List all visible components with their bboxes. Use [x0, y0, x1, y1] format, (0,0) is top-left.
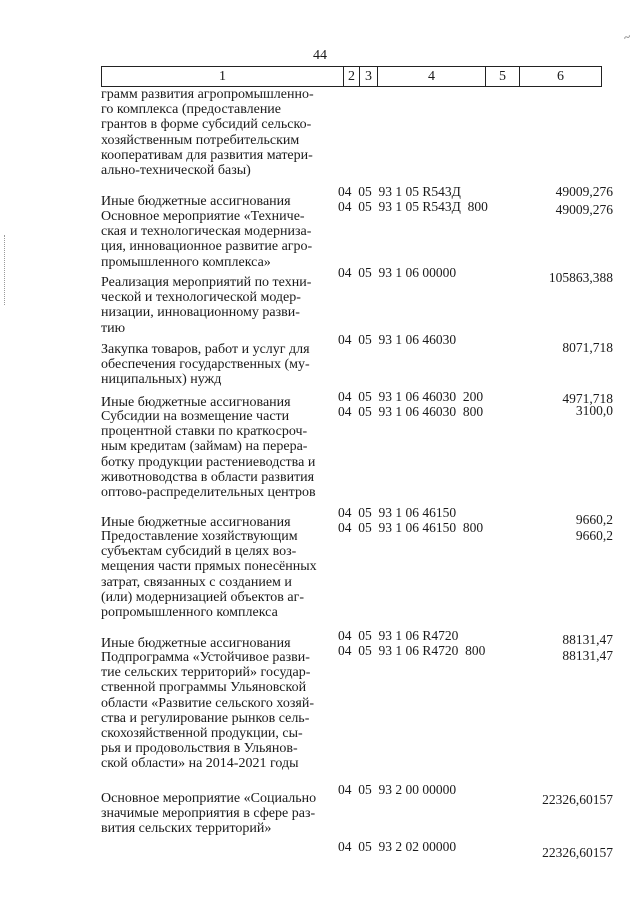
row-budget-code: 04 05 93 1 06 46030 200 — [338, 389, 484, 404]
row-description — [101, 515, 343, 530]
row-amount: 88131,47 — [562, 648, 613, 663]
margin-mark: ~ — [621, 29, 633, 45]
description-line: Предоставление хозяйствующим — [101, 529, 298, 544]
row-budget-code: 04 05 93 1 05 R543Д — [338, 184, 461, 199]
row-amount: 4971,718 — [562, 391, 613, 406]
description-line: Подпрограмма «Устойчивое разви- — [101, 650, 310, 665]
description-line: грамм развития агропромышленно- — [101, 87, 314, 102]
page-number: 44 — [313, 48, 327, 63]
row-description — [101, 342, 343, 388]
description-line: Основное мероприятие «Социально — [101, 791, 317, 806]
description-line: ботку продукции растениеводства и — [101, 454, 316, 470]
description-line: хозяйственным потребительским — [101, 132, 300, 148]
row-budget-code: 04 05 93 1 05 R543Д 800 — [338, 199, 488, 214]
row-amount: 105863,388 — [548, 270, 613, 285]
row-description — [101, 395, 343, 410]
description-line: кооперативам для развития матери- — [101, 147, 313, 163]
row-amount: 3100,0 — [575, 403, 613, 418]
description-line: ропромышленного комплекса — [101, 605, 278, 621]
description-line: Основное мероприятие «Техниче- — [101, 209, 305, 224]
row-description — [101, 275, 343, 336]
row-budget-code: 04 05 93 1 06 46150 800 — [338, 520, 484, 535]
description-line: Иные бюджетные ассигнования — [101, 194, 291, 209]
row-amount: 9660,2 — [575, 528, 613, 543]
row-amount: 8071,718 — [562, 340, 613, 355]
row-budget-code: 04 05 93 1 06 46030 — [338, 332, 457, 347]
description-line: ственной программы Ульяновской — [101, 680, 307, 696]
description-line: рья и продовольствия в Ульянов- — [101, 741, 298, 757]
description-line: ниципальных) нужд — [101, 372, 222, 388]
row-budget-code: 04 05 93 1 06 R4720 800 — [338, 643, 486, 658]
column-header-3: 3 — [360, 67, 378, 86]
row-budget-code: 04 05 93 1 06 46150 — [338, 505, 457, 520]
row-description — [101, 636, 343, 651]
row-description — [101, 194, 343, 209]
description-line: ным кредитам (займам) на перера- — [101, 439, 308, 455]
description-line: Иные бюджетные ассигнования — [101, 636, 291, 651]
description-line: вития сельских территорий» — [101, 821, 272, 837]
column-header-row — [101, 66, 602, 87]
description-line: грантов в форме субсидий сельско- — [101, 117, 312, 133]
scan-edge-marks — [4, 235, 8, 305]
description-line: низации, инновационному разви- — [101, 305, 300, 321]
description-line: животноводства в области развития — [101, 469, 315, 485]
description-line: Реализация мероприятий по техни- — [101, 275, 312, 290]
row-amount: 49009,276 — [555, 202, 613, 217]
description-line: промышленного комплекса» — [101, 254, 271, 270]
row-description — [101, 87, 343, 178]
row-amount: 22326,60157 — [542, 845, 613, 860]
description-line: тие сельских территорий» государ- — [101, 665, 311, 681]
row-budget-code: 04 05 93 1 06 46030 800 — [338, 404, 484, 419]
description-line: субъектам субсидий в целях воз- — [101, 544, 297, 560]
column-header-2: 2 — [344, 67, 360, 86]
description-line: Закупка товаров, работ и услуг для — [101, 342, 310, 357]
description-line: обеспечения государственных (му- — [101, 357, 310, 373]
row-description — [101, 209, 343, 270]
column-header-6: 6 — [557, 68, 564, 84]
description-line: ства и регулирование рынков сель- — [101, 710, 310, 726]
column-header-4: 4 — [378, 67, 486, 86]
column-header-5: 5 — [486, 67, 520, 86]
row-amount: 22326,60157 — [542, 792, 613, 807]
description-line: значимые мероприятия в сфере раз- — [101, 806, 316, 822]
row-description — [101, 791, 343, 837]
description-line: тию — [101, 320, 126, 336]
description-line: ческой и технологической модер- — [101, 290, 301, 306]
description-line: Иные бюджетные ассигнования — [101, 515, 291, 530]
row-description — [101, 650, 343, 772]
description-line: Иные бюджетные ассигнования — [101, 395, 291, 410]
row-description — [101, 409, 343, 500]
description-line: процентной ставки по краткосроч- — [101, 424, 308, 440]
description-line: скохозяйственной продукции, сы- — [101, 726, 303, 742]
row-amount: 88131,47 — [562, 632, 613, 647]
description-line: ской области» на 2014-2021 годы — [101, 756, 299, 772]
description-line: ская и технологическая модерниза- — [101, 224, 312, 240]
description-line: мещения части прямых понесённых — [101, 559, 317, 575]
row-amount: 9660,2 — [575, 512, 613, 527]
description-line: Субсидии на возмещение части — [101, 409, 290, 424]
row-amount: 49009,276 — [555, 184, 613, 199]
row-budget-code: 04 05 93 1 06 R4720 — [338, 628, 459, 643]
column-header-1: 1 — [102, 67, 344, 86]
row-budget-code: 04 05 93 1 06 00000 — [338, 265, 457, 280]
description-line: ально-технической базы) — [101, 163, 251, 179]
description-line: го комплекса (предоставление — [101, 102, 282, 118]
description-line: оптово-распределительных центров — [101, 485, 316, 501]
description-line: затрат, связанных с созданием и — [101, 574, 292, 590]
row-budget-code: 04 05 93 2 02 00000 — [338, 839, 457, 854]
description-line: ция, инновационное развитие агро- — [101, 239, 313, 255]
row-budget-code: 04 05 93 2 00 00000 — [338, 782, 457, 797]
description-line: (или) модернизацией объектов аг- — [101, 589, 305, 605]
description-line: области «Развитие сельского хозяй- — [101, 695, 315, 711]
row-description — [101, 529, 343, 620]
